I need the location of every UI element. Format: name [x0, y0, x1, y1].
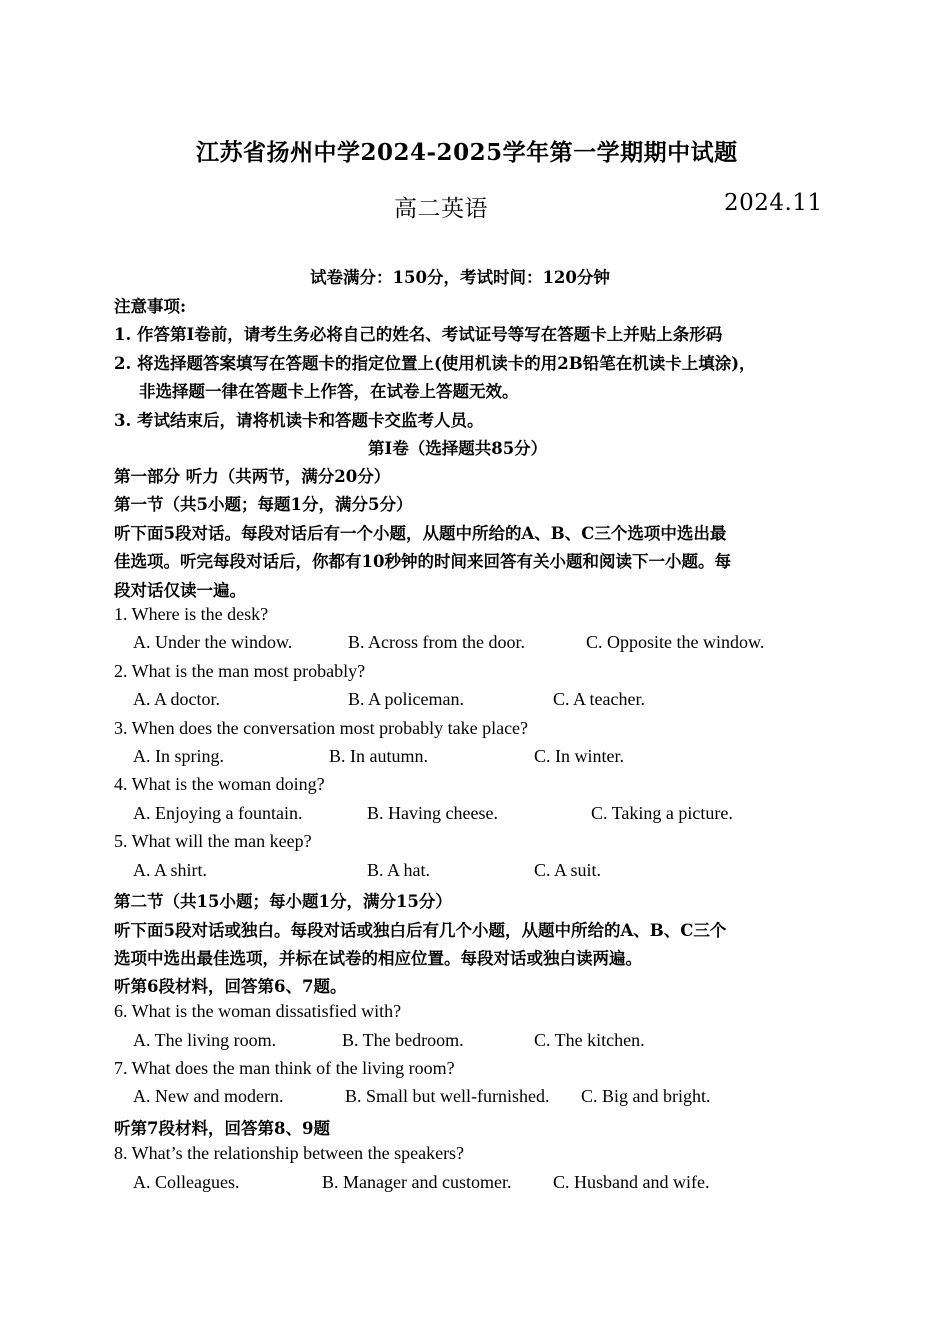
- note-item-2: 2. 将选择题答案填写在答题卡的指定位置上(使用机读卡的用2B铅笔在机读卡上填涂)，: [114, 354, 756, 373]
- question-7: 7. What does the man think of the living room?: [114, 1058, 455, 1078]
- q5-option-a: A. A shirt.: [133, 860, 208, 880]
- section2-instruction-2: 选项中选出最佳选项，并标在试卷的相应位置。每段对话或独白读两遍。: [114, 949, 642, 968]
- material-7-heading: 听第7段材料，回答第8、9题: [114, 1119, 330, 1138]
- q2-option-a: A. A doctor.: [133, 689, 221, 709]
- q6-option-b: B. The bedroom.: [342, 1030, 464, 1050]
- q7-option-c: C. Big and bright.: [581, 1086, 711, 1106]
- q3-option-c: C. In winter.: [534, 746, 624, 766]
- q2-option-b: B. A policeman.: [348, 689, 464, 709]
- q3-option-a: A. In spring.: [133, 746, 224, 766]
- q1-option-c: C. Opposite the window.: [586, 632, 765, 652]
- q4-option-c: C. Taking a picture.: [591, 803, 733, 823]
- part1-heading: 第一部分 听力（共两节，满分20分）: [114, 467, 391, 486]
- material-6-heading: 听第6段材料，回答第6、7题。: [114, 977, 347, 996]
- q3-option-b: B. In autumn.: [329, 746, 428, 766]
- note-item-1: 1. 作答第Ⅰ卷前，请考生务必将自己的姓名、考试证号等写在答题卡上并贴上条形码: [114, 325, 723, 344]
- note-item-2-cont: 非选择题一律在答题卡上作答，在试卷上答题无效。: [139, 382, 519, 401]
- q6-option-c: C. The kitchen.: [534, 1030, 645, 1050]
- q7-option-a: A. New and modern.: [133, 1086, 284, 1106]
- question-2: 2. What is the man most probably?: [114, 661, 366, 681]
- q1-option-b: B. Across from the door.: [348, 632, 525, 652]
- section2-heading: 第二节（共15小题；每小题1分，满分15分）: [114, 892, 452, 911]
- section1-instruction-1: 听下面5段对话。每段对话后有一个小题，从题中所给的A、B、C三个选项中选出最: [114, 524, 727, 543]
- q8-option-c: C. Husband and wife.: [553, 1172, 710, 1192]
- section1-instruction-3: 段对话仅读一遍。: [114, 581, 246, 600]
- q4-option-b: B. Having cheese.: [367, 803, 498, 823]
- q6-option-a: A. The living room.: [133, 1030, 277, 1050]
- exam-title: 江苏省扬州中学2024-2025学年第一学期期中试题: [196, 139, 738, 166]
- exam-info: 试卷满分：150分，考试时间：120分钟: [310, 268, 610, 287]
- notes-heading: 注意事项:: [114, 297, 187, 316]
- q7-option-b: B. Small but well-furnished.: [345, 1086, 550, 1106]
- q5-option-b: B. A hat.: [367, 860, 431, 880]
- exam-date: 2024.11: [724, 190, 823, 216]
- q5-option-c: C. A suit.: [534, 860, 602, 880]
- q4-option-a: A. Enjoying a fountain.: [133, 803, 303, 823]
- question-6: 6. What is the woman dissatisfied with?: [114, 1001, 402, 1021]
- q8-option-a: A. Colleagues.: [133, 1172, 240, 1192]
- q8-option-b: B. Manager and customer.: [322, 1172, 512, 1192]
- note-item-3: 3. 考试结束后，请将机读卡和答题卡交监考人员。: [114, 411, 484, 430]
- q2-option-c: C. A teacher.: [553, 689, 645, 709]
- volume-title: 第Ⅰ卷（选择题共85分）: [368, 439, 548, 458]
- section1-heading: 第一节（共5小题；每题1分，满分5分）: [114, 495, 413, 514]
- subject-title: 高二英语: [394, 196, 488, 222]
- question-4: 4. What is the woman doing?: [114, 774, 325, 794]
- section1-instruction-2: 佳选项。听完每段对话后，你都有10秒钟的时间来回答有关小题和阅读下一小题。每: [114, 552, 731, 571]
- section2-instruction-1: 听下面5段对话或独白。每段对话或独白后有几个小题，从题中所给的A、B、C三个: [114, 921, 727, 940]
- q1-option-a: A. Under the window.: [133, 632, 293, 652]
- question-5: 5. What will the man keep?: [114, 831, 312, 851]
- question-8: 8. What’s the relationship between the speakers?: [114, 1143, 465, 1163]
- question-1: 1. Where is the desk?: [114, 604, 269, 624]
- question-3: 3. When does the conversation most probably take place?: [114, 718, 529, 738]
